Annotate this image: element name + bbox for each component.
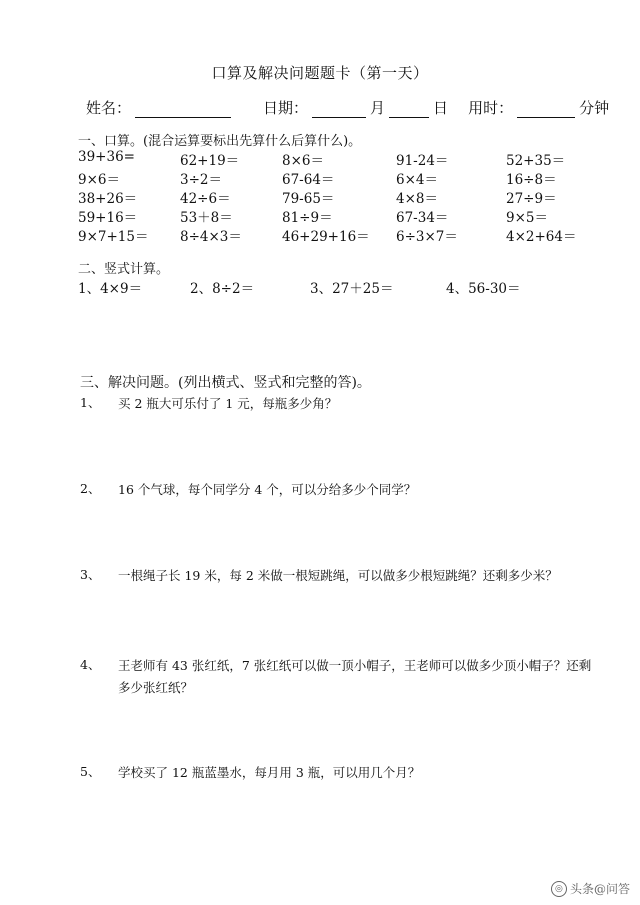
mental-math-item: 67-34＝ <box>396 210 449 226</box>
mental-math-item: 42÷6＝ <box>180 191 231 207</box>
problem-text: 买 2 瓶大可乐付了 1 元，每瓶多少角？ <box>118 396 338 411</box>
toutiao-logo-icon: ◎ <box>551 881 567 897</box>
month-blank[interactable] <box>312 102 366 118</box>
problem-text: 王老师有 43 张红纸，7 张红纸可以做一顶小帽子，王老师可以做多少顶小帽子？还剩多少张红纸？ <box>118 658 592 695</box>
name-label: 姓名： <box>86 99 132 117</box>
problem-text: 一根绳子长 19 米，每 2 米做一根短跳绳，可以做多少根短跳绳？还剩多少米？ <box>118 568 558 583</box>
mental-math-item: 16÷8＝ <box>506 172 557 188</box>
section3-heading: 三、解决问题。(列出横式、竖式和完整的答)。 <box>80 375 371 391</box>
name-blank[interactable] <box>135 102 231 118</box>
mental-math-item: 62+19＝ <box>180 153 240 169</box>
mental-math-item: 8÷4×3＝ <box>180 229 242 245</box>
watermark <box>551 880 630 897</box>
mental-math-item: 3÷2＝ <box>180 172 222 188</box>
vertical-calc-item: 1、4×9＝ <box>78 281 143 297</box>
vertical-calc-item: 4、56-30＝ <box>446 281 521 297</box>
mental-math-item: 81÷9＝ <box>282 210 333 226</box>
mental-math-item: 8×6＝ <box>282 153 324 169</box>
mental-math-item: 46+29+16＝ <box>282 229 370 245</box>
mental-math-item: 38+26＝ <box>78 191 138 207</box>
page-title: 口算及解决问题题卡（第一天） <box>211 64 429 82</box>
minute-label: 分钟 <box>579 99 610 117</box>
mental-math-item: 59+16＝ <box>78 210 138 226</box>
student-info-row <box>86 97 609 118</box>
problem-text: 16 个气球，每个同学分 4 个，可以分给多少个同学？ <box>118 482 417 497</box>
mental-math-item: 4×8＝ <box>396 191 438 207</box>
watermark-text: 头条@问答 <box>569 882 630 896</box>
mental-math-item: 52+35＝ <box>506 153 566 169</box>
mental-math-item: 9×5＝ <box>506 210 548 226</box>
vertical-calc-item: 2、8÷2＝ <box>190 281 255 297</box>
problem-text: 学校买了 12 瓶蓝墨水，每月用 3 瓶，可以用几个月？ <box>118 765 421 780</box>
mental-math-item: 79-65＝ <box>282 191 335 207</box>
mental-math-item: 53＋8＝ <box>180 210 233 226</box>
vertical-calc-item: 3、27＋25＝ <box>310 281 394 297</box>
day-blank[interactable] <box>389 102 429 118</box>
problem-number: 4、 <box>80 657 101 672</box>
month-label: 月 <box>370 99 386 117</box>
mental-math-item: 9×7+15＝ <box>78 229 149 245</box>
mental-math-item: 91-24＝ <box>396 153 449 169</box>
mental-math-item: 4×2+64＝ <box>506 229 577 245</box>
problem-number: 3、 <box>80 567 101 582</box>
mental-math-item: 39+36= <box>78 149 135 165</box>
day-label: 日 <box>433 99 449 117</box>
problem-number: 1、 <box>80 395 101 410</box>
time-label: 用时： <box>468 99 514 117</box>
problem-number: 5、 <box>80 764 101 779</box>
problem-number: 2、 <box>80 481 101 496</box>
mental-math-item: 6×4＝ <box>396 172 438 188</box>
mental-math-item: 67-64＝ <box>282 172 335 188</box>
section2-heading: 二、竖式计算。 <box>78 262 170 277</box>
time-blank[interactable] <box>517 102 575 118</box>
mental-math-item: 6÷3×7＝ <box>396 229 458 245</box>
mental-math-item: 9×6＝ <box>78 172 120 188</box>
date-label: 日期： <box>263 99 309 117</box>
mental-math-item: 27÷9＝ <box>506 191 557 207</box>
section1-heading: 一、口算。(混合运算要标出先算什么后算什么)。 <box>78 134 362 149</box>
